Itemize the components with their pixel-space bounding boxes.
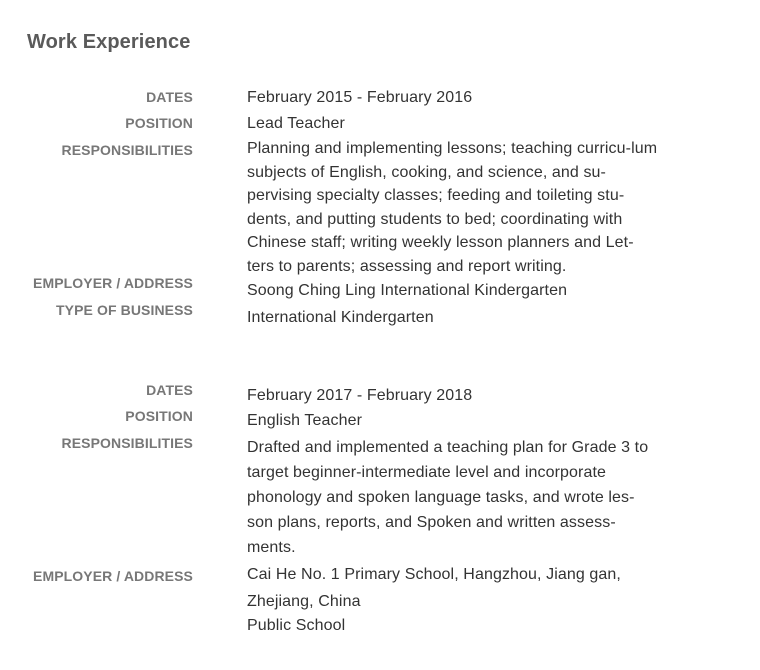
type-of-business-value: Public School (247, 617, 346, 634)
dates-value: February 2017 - February 2018 (247, 387, 473, 404)
responsibilities-value: Planning and implementing lessons; teaching curricu-lum subjects of English, cooking, and science, and su-pervising specialty classes; feeding and toileting stu-dents, and putting students to bed; coordinating with Chinese staff; writing weekly lesson planners and Let-ters to parents; assessing and report writing. (247, 140, 658, 275)
employer-address-label: EMPLOYER / ADDRESS (33, 568, 193, 584)
dates-label: DATES (146, 89, 193, 105)
position-value: English Teacher (247, 412, 363, 429)
position-label: POSITION (125, 408, 193, 424)
responsibilities-label: RESPONSIBILITIES (61, 142, 193, 158)
position-label: POSITION (125, 115, 193, 131)
type-of-business-value: International Kindergarten (247, 309, 434, 326)
employer-address-value: Soong Ching Ling International Kindergarten (247, 282, 568, 299)
responsibilities-label: RESPONSIBILITIES (61, 435, 193, 451)
dates-value: February 2015 - February 2016 (247, 89, 473, 106)
section-title: Work Experience (27, 31, 191, 53)
employer-address-value: Cai He No. 1 Primary School, Hangzhou, Jiang gan, Zhejiang, China (247, 566, 621, 610)
position-value: Lead Teacher (247, 115, 345, 132)
responsibilities-value: Drafted and implemented a teaching plan for Grade 3 to target beginner-intermediate level and incorporate phonology and spoken language tasks, and wrote les-son plans, reports, and Spoken and written assess-ments. (247, 439, 649, 556)
dates-label: DATES (146, 382, 193, 398)
type-of-business-label: TYPE OF BUSINESS (56, 302, 193, 318)
employer-address-label: EMPLOYER / ADDRESS (33, 275, 193, 291)
